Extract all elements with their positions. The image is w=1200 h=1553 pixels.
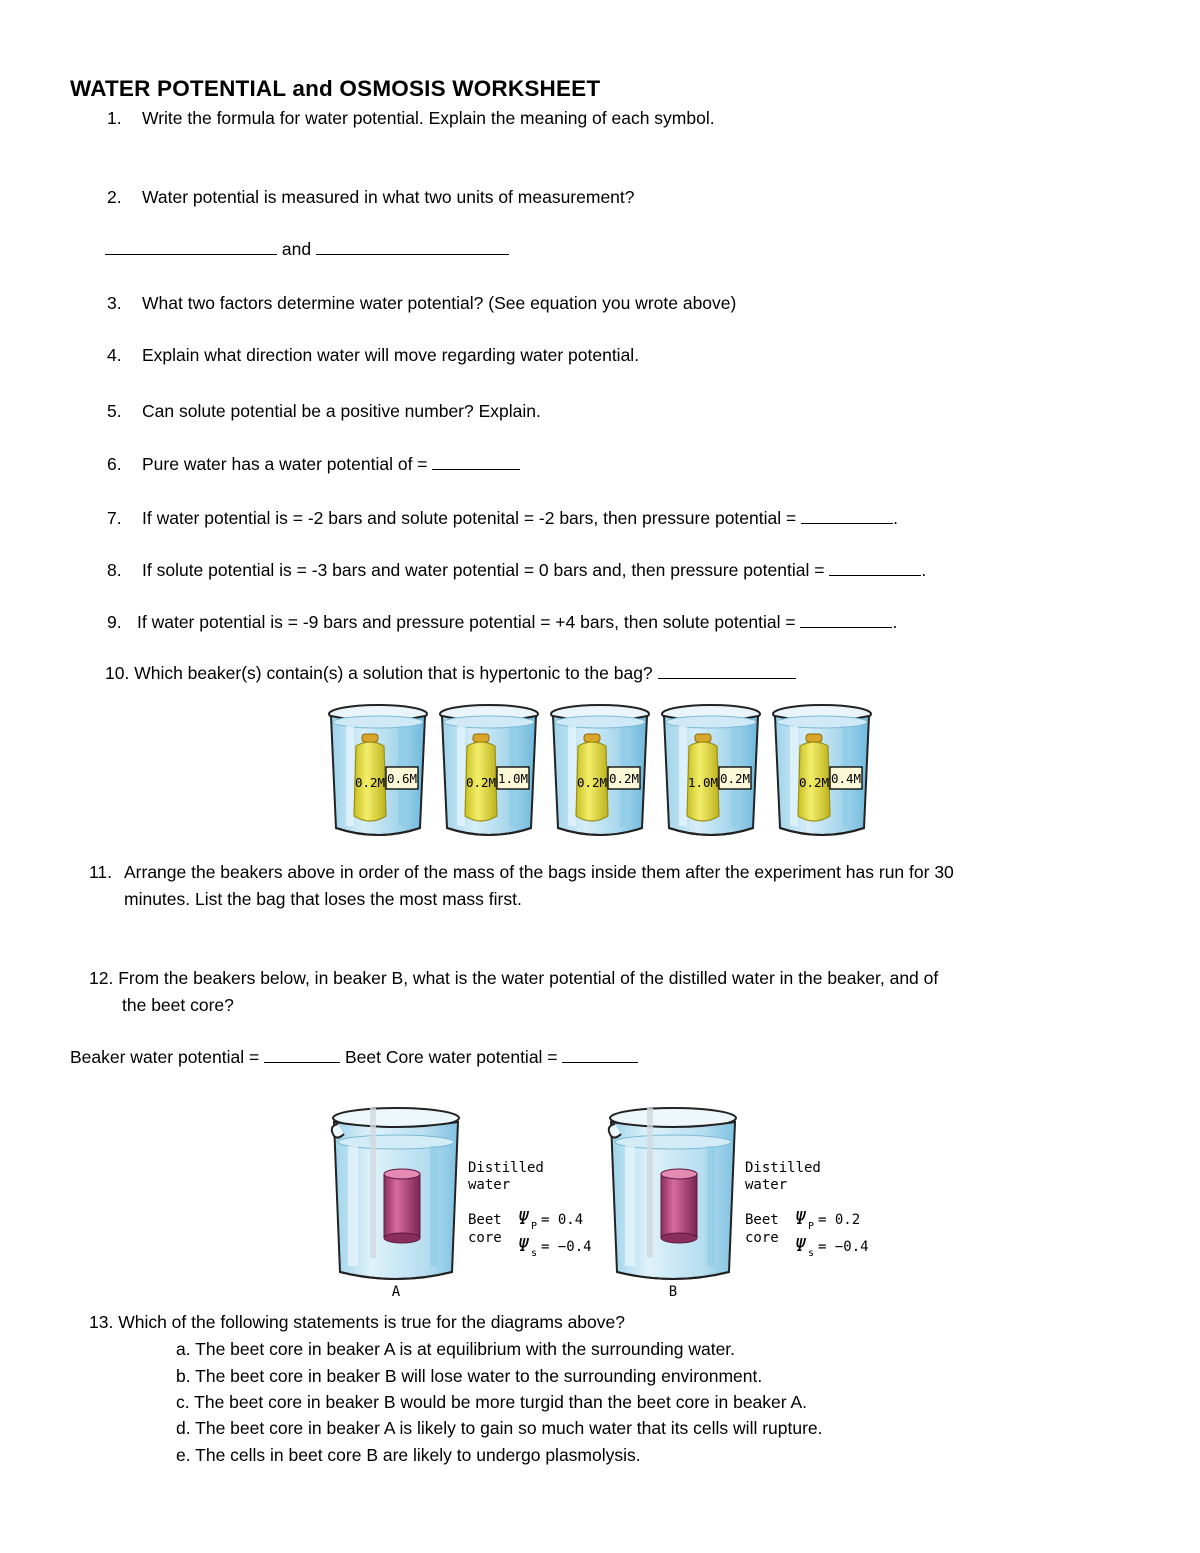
- bag-clip: [806, 734, 822, 742]
- beaker-2: [440, 705, 538, 835]
- beet-core-bottom: [384, 1233, 420, 1243]
- beet-core-bottom: [661, 1233, 697, 1243]
- question-number: 11.: [89, 862, 113, 882]
- bag-clip: [362, 734, 378, 742]
- answer-blank[interactable]: [105, 238, 277, 255]
- question-number: 9.: [107, 612, 122, 632]
- bag-clip: [695, 734, 711, 742]
- question-number: 5.: [107, 401, 122, 421]
- question-number: 13.: [89, 1312, 114, 1332]
- option-d[interactable]: d. The beet core in beaker A is likely to gain so much water that its cells will rupture.: [176, 1418, 823, 1438]
- glass-rod: [370, 1108, 376, 1258]
- bag-beakers-figure: [326, 700, 882, 840]
- question-12: [89, 967, 938, 989]
- option-a[interactable]: a. The beet core in beaker A is at equilibrium with the surrounding water.: [176, 1339, 736, 1359]
- beet-beakers-figure: [326, 1100, 886, 1300]
- question-text: What two factors determine water potential? (See equation you wrote above): [142, 293, 737, 313]
- solution-concentration-label: 1.0M: [497, 771, 529, 786]
- psi-p-symbol: Ψ: [518, 1208, 529, 1229]
- period: .: [921, 560, 927, 580]
- bag-concentration-label: 0.2M: [354, 775, 386, 790]
- question-2: [107, 186, 635, 208]
- question-text: Which beaker(s) contain(s) a solution that is hypertonic to the bag?: [134, 663, 653, 683]
- question-7: [107, 507, 898, 529]
- bag-concentration-label: 0.2M: [465, 775, 497, 790]
- bag-clip: [473, 734, 489, 742]
- bag-clip: [584, 734, 600, 742]
- question-5: [107, 400, 541, 422]
- beaker-5: [773, 705, 871, 835]
- beet-beaker-B: [609, 1108, 869, 1300]
- answer-blank[interactable]: [432, 453, 520, 470]
- question-number: 8.: [107, 560, 122, 580]
- question-8: [107, 559, 927, 581]
- beet-core-top: [661, 1169, 697, 1179]
- pressure-potential-value: = 0.2: [818, 1212, 861, 1228]
- option-c[interactable]: c. The beet core in beaker B would be more turgid than the beet core in beaker A.: [176, 1392, 808, 1412]
- answer-blank[interactable]: [316, 238, 509, 255]
- answer-blank[interactable]: [562, 1046, 638, 1063]
- question-text: If solute potential is = -3 bars and water potential = 0 bars and, then pressure potential =: [142, 560, 825, 580]
- bag-concentration-label: 1.0M: [687, 775, 719, 790]
- question-text: Write the formula for water potential. Explain the meaning of each symbol.: [142, 108, 715, 128]
- glass-highlight: [790, 726, 798, 826]
- option-b[interactable]: b. The beet core in beaker B will lose water to the surrounding environment.: [176, 1366, 763, 1386]
- psi-p-symbol: Ψ: [795, 1208, 806, 1229]
- question-11-line-2: minutes. List the bag that loses the most mass first.: [124, 889, 522, 909]
- units-answer-line: [105, 238, 509, 260]
- answer-blank[interactable]: [264, 1046, 340, 1063]
- glass-shade: [430, 1146, 438, 1266]
- question-number: 10.: [105, 663, 130, 683]
- question-number: 6.: [107, 454, 122, 474]
- question-11: [89, 861, 954, 883]
- period: .: [892, 612, 898, 632]
- question-text: If water potential is = -2 bars and solute potenital = -2 bars, then pressure potential =: [142, 508, 797, 528]
- beet-core-top: [384, 1169, 420, 1179]
- question-10: [105, 662, 796, 684]
- question-4: [107, 344, 640, 366]
- beet-core: [661, 1174, 697, 1238]
- question-text: Which of the following statements is true for the diagrams above?: [118, 1312, 625, 1332]
- glass-rod: [647, 1108, 653, 1258]
- solution-concentration-label: 0.6M: [386, 771, 418, 786]
- glass-shade: [707, 1146, 715, 1266]
- beet-core-label: Beet: [468, 1212, 502, 1228]
- question-text-line-1: Arrange the beakers above in order of the mass of the bags inside them after the experiment has run for 30: [124, 862, 954, 882]
- psi-s-subscript: s: [808, 1248, 815, 1259]
- and-label: and: [281, 239, 312, 259]
- glass-highlight: [679, 726, 687, 826]
- solution-concentration-label: 0.2M: [608, 771, 640, 786]
- solute-potential-value: = −0.4: [818, 1239, 869, 1255]
- glass-highlight: [625, 1146, 635, 1266]
- beet-core-label: Beet: [745, 1212, 779, 1228]
- pressure-potential-value: = 0.4: [541, 1212, 584, 1228]
- distilled-water-label: Distilled: [745, 1160, 821, 1176]
- bag-concentration-label: 0.2M: [576, 775, 608, 790]
- question-1: [107, 107, 715, 129]
- question-text: Can solute potential be a positive number? Explain.: [142, 401, 541, 421]
- beaker-3: [551, 705, 649, 835]
- question-number: 1.: [107, 108, 122, 128]
- psi-p-subscript: P: [808, 1221, 815, 1232]
- solution-concentration-label: 0.2M: [719, 771, 751, 786]
- beet-core-label: core: [468, 1230, 502, 1246]
- question-number: 3.: [107, 293, 122, 313]
- question-number: 7.: [107, 508, 122, 528]
- period: .: [893, 508, 898, 528]
- question-text: Water potential is measured in what two units of measurement?: [142, 187, 635, 207]
- distilled-water-label: water: [468, 1177, 511, 1193]
- question-3: [107, 292, 737, 314]
- beaker-letter-label: A: [391, 1284, 401, 1300]
- beaker-letter-label: B: [668, 1284, 678, 1300]
- question-9: [107, 611, 898, 633]
- beet-core: [384, 1174, 420, 1238]
- beaker-potential-label: Beaker water potential =: [70, 1047, 260, 1067]
- answer-blank[interactable]: [658, 662, 796, 679]
- answer-blank[interactable]: [829, 559, 921, 576]
- glass-highlight: [348, 1146, 358, 1266]
- answer-blank[interactable]: [801, 507, 893, 524]
- psi-s-symbol: Ψ: [518, 1235, 529, 1256]
- beet-core-label: core: [745, 1230, 779, 1246]
- solution-concentration-label: 0.4M: [830, 771, 862, 786]
- question-number: 12.: [89, 968, 114, 988]
- question-text: Pure water has a water potential of =: [142, 454, 428, 474]
- option-e[interactable]: e. The cells in beet core B are likely to undergo plasmolysis.: [176, 1445, 641, 1465]
- psi-p-subscript: P: [531, 1221, 538, 1232]
- page-title: WATER POTENTIAL and OSMOSIS WORKSHEET: [70, 76, 601, 101]
- question-text-line-1: From the beakers below, in beaker B, what is the water potential of the distilled water in the beaker, and of: [118, 968, 939, 988]
- question-number: 4.: [107, 345, 122, 365]
- water-potential-answer-line: [70, 1046, 638, 1068]
- beaker-1: [329, 705, 427, 835]
- distilled-water-label: Distilled: [468, 1160, 544, 1176]
- question-6: [107, 453, 428, 475]
- question-13: [89, 1311, 625, 1333]
- question-12-line-2: the beet core?: [122, 995, 234, 1015]
- glass-highlight: [568, 726, 576, 826]
- distilled-water-label: water: [745, 1177, 788, 1193]
- psi-s-subscript: s: [531, 1248, 538, 1259]
- beaker-4: [662, 705, 760, 835]
- glass-highlight: [457, 726, 465, 826]
- psi-s-symbol: Ψ: [795, 1235, 806, 1256]
- answer-blank[interactable]: [800, 611, 892, 628]
- glass-highlight: [346, 726, 354, 826]
- solute-potential-value: = −0.4: [541, 1239, 592, 1255]
- question-text: Explain what direction water will move regarding water potential.: [142, 345, 640, 365]
- core-potential-label: Beet Core water potential =: [344, 1047, 558, 1067]
- question-text: If water potential is = -9 bars and pressure potential = +4 bars, then solute potential =: [137, 612, 796, 632]
- beet-beaker-A: [332, 1108, 592, 1300]
- question-number: 2.: [107, 187, 122, 207]
- bag-concentration-label: 0.2M: [798, 775, 830, 790]
